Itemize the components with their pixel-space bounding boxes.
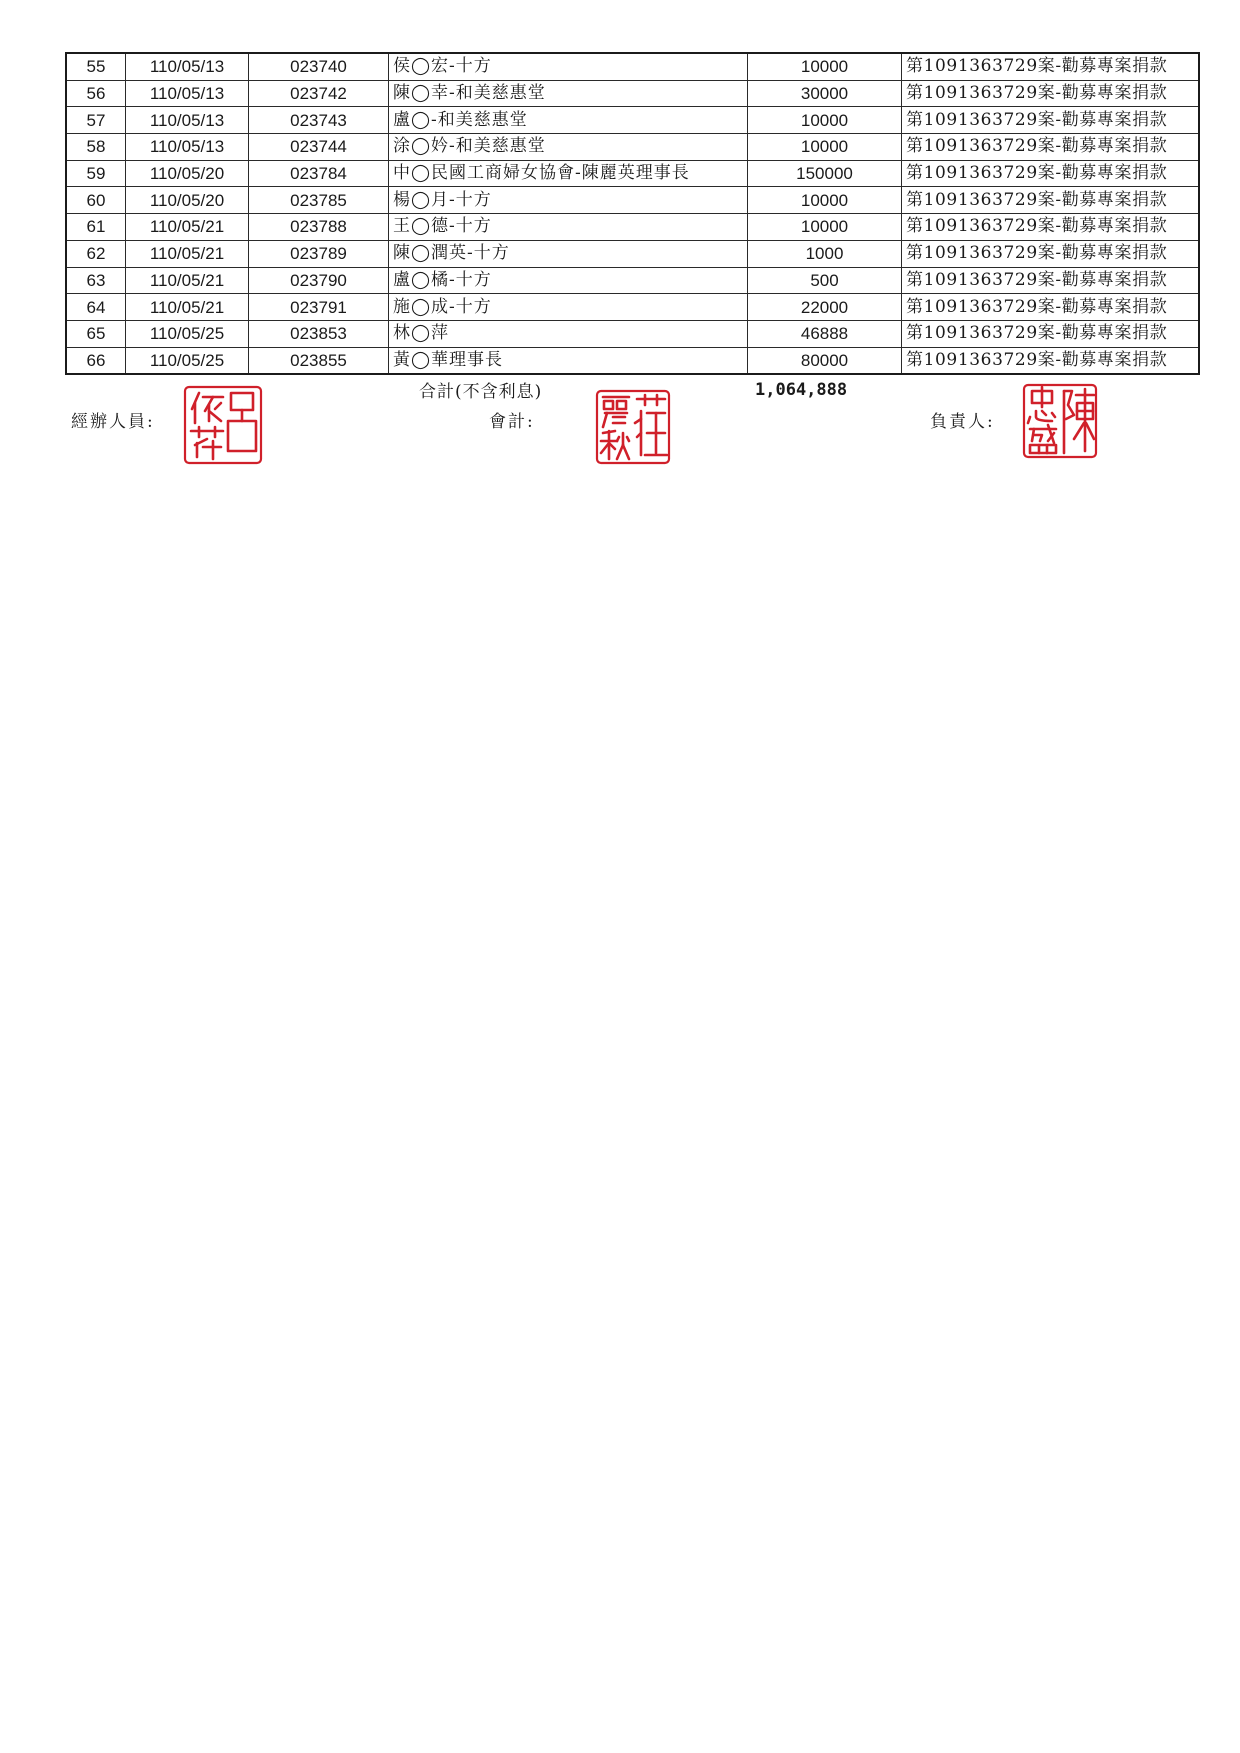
amount-cell: 10000 — [748, 134, 902, 161]
total-amount: 1,064,888 — [755, 380, 848, 400]
table-row — [66, 240, 1199, 267]
date-cell: 110/05/13 — [126, 134, 249, 161]
amount-cell: 10000 — [748, 187, 902, 214]
purpose-cell: 第1091363729案-勸募專案捐款 — [902, 107, 1200, 134]
row-number-cell: 56 — [66, 80, 126, 107]
receipt-number-cell: 023742 — [249, 80, 389, 107]
purpose-cell: 第1091363729案-勸募專案捐款 — [902, 53, 1200, 80]
date-cell: 110/05/13 — [126, 53, 249, 80]
receipt-number-cell: 023853 — [249, 320, 389, 347]
table-row — [66, 320, 1199, 347]
row-number-cell: 65 — [66, 320, 126, 347]
donor-name-cell: 中◯民國工商婦女協會-陳麗英理事長 — [389, 160, 748, 187]
amount-cell: 22000 — [748, 294, 902, 321]
donor-name-cell: 陳◯幸-和美慈惠堂 — [389, 80, 748, 107]
purpose-cell: 第1091363729案-勸募專案捐款 — [902, 294, 1200, 321]
donor-name-cell: 盧◯橘-十方 — [389, 267, 748, 294]
table-row — [66, 80, 1199, 107]
purpose-cell: 第1091363729案-勸募專案捐款 — [902, 267, 1200, 294]
date-cell: 110/05/21 — [126, 240, 249, 267]
donation-table-body — [66, 53, 1199, 374]
date-cell: 110/05/20 — [126, 187, 249, 214]
table-row — [66, 267, 1199, 294]
purpose-cell: 第1091363729案-勸募專案捐款 — [902, 160, 1200, 187]
table-row — [66, 187, 1199, 214]
receipt-number-cell: 023791 — [249, 294, 389, 321]
receipt-number-cell: 023743 — [249, 107, 389, 134]
amount-cell: 10000 — [748, 53, 902, 80]
donor-name-cell: 王◯德-十方 — [389, 214, 748, 241]
date-cell: 110/05/21 — [126, 267, 249, 294]
donor-name-cell: 施◯成-十方 — [389, 294, 748, 321]
amount-cell: 150000 — [748, 160, 902, 187]
purpose-cell: 第1091363729案-勸募專案捐款 — [902, 240, 1200, 267]
handler-label: 經辦人員: — [71, 412, 155, 432]
table-row — [66, 294, 1199, 321]
donor-name-cell: 楊◯月-十方 — [389, 187, 748, 214]
donor-name-cell: 林◯萍 — [389, 320, 748, 347]
table-row — [66, 107, 1199, 134]
amount-cell: 30000 — [748, 80, 902, 107]
receipt-number-cell: 023855 — [249, 347, 389, 374]
row-number-cell: 58 — [66, 134, 126, 161]
donor-name-cell: 黃◯華理事長 — [389, 347, 748, 374]
accountant-seal-stamp — [595, 389, 671, 465]
amount-cell: 80000 — [748, 347, 902, 374]
amount-cell: 500 — [748, 267, 902, 294]
date-cell: 110/05/25 — [126, 320, 249, 347]
date-cell: 110/05/20 — [126, 160, 249, 187]
receipt-number-cell: 023740 — [249, 53, 389, 80]
table-row — [66, 53, 1199, 80]
accountant-label: 會計: — [489, 412, 535, 432]
table-row — [66, 160, 1199, 187]
receipt-number-cell: 023784 — [249, 160, 389, 187]
row-number-cell: 60 — [66, 187, 126, 214]
row-number-cell: 57 — [66, 107, 126, 134]
principal-label: 負責人: — [930, 412, 995, 432]
row-number-cell: 59 — [66, 160, 126, 187]
purpose-cell: 第1091363729案-勸募專案捐款 — [902, 347, 1200, 374]
date-cell: 110/05/13 — [126, 107, 249, 134]
donation-table — [65, 52, 1200, 375]
row-number-cell: 61 — [66, 214, 126, 241]
table-row — [66, 214, 1199, 241]
donor-name-cell: 陳◯潤英-十方 — [389, 240, 748, 267]
purpose-cell: 第1091363729案-勸募專案捐款 — [902, 187, 1200, 214]
date-cell: 110/05/25 — [126, 347, 249, 374]
purpose-cell: 第1091363729案-勸募專案捐款 — [902, 214, 1200, 241]
purpose-cell: 第1091363729案-勸募專案捐款 — [902, 320, 1200, 347]
donor-name-cell: 侯◯宏-十方 — [389, 53, 748, 80]
row-number-cell: 64 — [66, 294, 126, 321]
receipt-number-cell: 023789 — [249, 240, 389, 267]
table-row — [66, 134, 1199, 161]
principal-seal-stamp — [1022, 383, 1098, 459]
row-number-cell: 63 — [66, 267, 126, 294]
date-cell: 110/05/13 — [126, 80, 249, 107]
receipt-number-cell: 023788 — [249, 214, 389, 241]
row-number-cell: 62 — [66, 240, 126, 267]
purpose-cell: 第1091363729案-勸募專案捐款 — [902, 80, 1200, 107]
handler-seal-stamp — [183, 385, 263, 465]
amount-cell: 46888 — [748, 320, 902, 347]
total-label: 合計(不含利息) — [419, 382, 543, 402]
row-number-cell: 66 — [66, 347, 126, 374]
amount-cell: 10000 — [748, 107, 902, 134]
donor-name-cell: 涂◯妗-和美慈惠堂 — [389, 134, 748, 161]
row-number-cell: 55 — [66, 53, 126, 80]
receipt-number-cell: 023744 — [249, 134, 389, 161]
donor-name-cell: 盧◯-和美慈惠堂 — [389, 107, 748, 134]
amount-cell: 1000 — [748, 240, 902, 267]
receipt-number-cell: 023790 — [249, 267, 389, 294]
amount-cell: 10000 — [748, 214, 902, 241]
purpose-cell: 第1091363729案-勸募專案捐款 — [902, 134, 1200, 161]
date-cell: 110/05/21 — [126, 294, 249, 321]
receipt-number-cell: 023785 — [249, 187, 389, 214]
table-row — [66, 347, 1199, 374]
date-cell: 110/05/21 — [126, 214, 249, 241]
